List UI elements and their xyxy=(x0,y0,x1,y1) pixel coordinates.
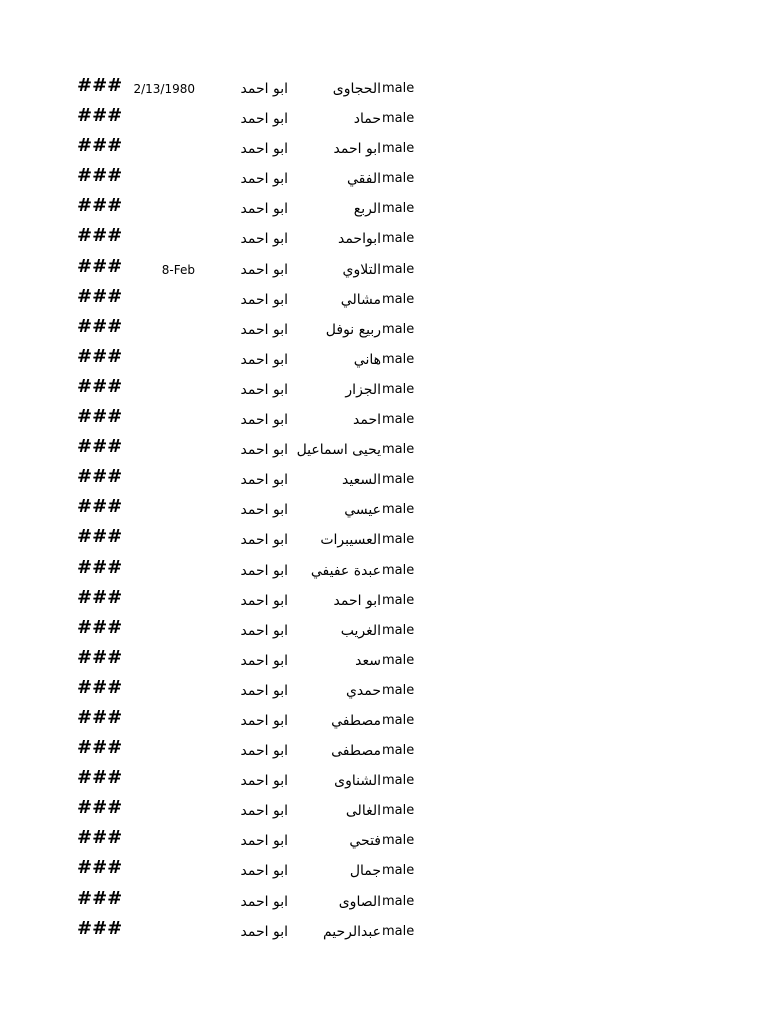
nickname-cell: ابو احمد xyxy=(240,141,288,158)
gender-cell: male xyxy=(382,863,415,879)
overflow-cell: ### xyxy=(77,917,123,939)
nickname-cell: ابو احمد xyxy=(240,442,288,459)
table-row xyxy=(0,856,768,886)
nickname-cell: ابو احمد xyxy=(240,712,288,729)
surname-cell: عبدالرحيم xyxy=(322,923,381,940)
surname-cell: الربع xyxy=(353,201,381,218)
gender-cell: male xyxy=(382,81,415,96)
surname-cell: الجزار xyxy=(345,381,381,398)
gender-cell: male xyxy=(382,141,415,157)
overflow-cell: ### xyxy=(77,406,123,428)
date-cell: 8-Feb xyxy=(161,262,195,277)
table-row xyxy=(0,887,768,917)
gender-cell: male xyxy=(382,682,415,698)
overflow-cell: ### xyxy=(77,135,123,157)
surname-cell: حمدي xyxy=(345,682,381,699)
gender-cell: male xyxy=(382,893,415,909)
nickname-cell: ابو احمد xyxy=(240,412,288,429)
gender-cell: male xyxy=(382,201,415,217)
gender-cell: male xyxy=(382,532,415,548)
table-row xyxy=(0,224,768,254)
table-row xyxy=(0,525,768,555)
overflow-cell: ### xyxy=(77,827,123,849)
surname-cell: عيسي xyxy=(344,502,381,519)
nickname-cell: ابو احمد xyxy=(240,321,288,338)
overflow-cell: ### xyxy=(77,737,123,759)
gender-cell: male xyxy=(382,111,415,127)
overflow-cell: ### xyxy=(77,556,123,578)
nickname-cell: ابو احمد xyxy=(240,652,288,669)
spreadsheet-printout xyxy=(0,74,768,947)
table-row xyxy=(0,285,768,315)
table-row xyxy=(0,194,768,224)
overflow-cell: ### xyxy=(77,646,123,668)
gender-cell: male xyxy=(382,231,415,247)
overflow-cell: ### xyxy=(77,345,123,367)
overflow-cell: ### xyxy=(77,165,123,187)
overflow-cell: ### xyxy=(77,857,123,879)
date-cell: 2/13/1980 xyxy=(133,82,195,96)
table-row xyxy=(0,164,768,194)
surname-cell: ابو احمد xyxy=(333,592,381,609)
table-row xyxy=(0,736,768,766)
surname-cell: الغالى xyxy=(345,803,381,820)
overflow-cell: ### xyxy=(77,887,123,909)
nickname-cell: ابو احمد xyxy=(240,381,288,398)
gender-cell: male xyxy=(382,351,415,367)
overflow-cell: ### xyxy=(77,315,123,337)
table-row xyxy=(0,255,768,285)
gender-cell: male xyxy=(382,803,415,819)
surname-cell: الحجاوى xyxy=(332,81,381,97)
table-row xyxy=(0,495,768,525)
surname-cell: مصطفى xyxy=(331,743,381,760)
table-row xyxy=(0,405,768,435)
gender-cell: male xyxy=(382,622,415,638)
gender-cell: male xyxy=(382,773,415,789)
nickname-cell: ابو احمد xyxy=(240,291,288,308)
surname-cell: ابو احمد xyxy=(333,141,381,158)
overflow-cell: ### xyxy=(77,285,123,307)
gender-cell: male xyxy=(382,381,415,397)
gender-cell: male xyxy=(382,472,415,488)
surname-cell: التلاوي xyxy=(342,261,381,278)
gender-cell: male xyxy=(382,171,415,187)
gender-cell: male xyxy=(382,833,415,849)
surname-cell: حماد xyxy=(353,111,381,128)
surname-cell: الصاوى xyxy=(338,893,381,910)
nickname-cell: ابو احمد xyxy=(240,231,288,248)
surname-cell: فتحي xyxy=(349,833,381,850)
table-row xyxy=(0,826,768,856)
table-row xyxy=(0,706,768,736)
overflow-cell: ### xyxy=(77,676,123,698)
table-row xyxy=(0,616,768,646)
gender-cell: male xyxy=(382,412,415,428)
nickname-cell: ابو احمد xyxy=(240,682,288,699)
table-row xyxy=(0,104,768,134)
gender-cell: male xyxy=(382,321,415,337)
table-row xyxy=(0,345,768,375)
nickname-cell: ابو احمد xyxy=(240,773,288,790)
table-row xyxy=(0,646,768,676)
overflow-cell: ### xyxy=(77,255,123,277)
overflow-cell: ### xyxy=(77,225,123,247)
overflow-cell: ### xyxy=(77,105,123,127)
nickname-cell: ابو احمد xyxy=(240,833,288,850)
overflow-cell: ### xyxy=(77,616,123,638)
overflow-cell: ### xyxy=(77,496,123,518)
surname-cell: السعيد xyxy=(342,472,381,489)
table-row xyxy=(0,134,768,164)
table-body xyxy=(0,74,768,947)
nickname-cell: ابو احمد xyxy=(240,201,288,218)
overflow-cell: ### xyxy=(77,526,123,548)
surname-cell: الفقي xyxy=(347,171,381,188)
nickname-cell: ابو احمد xyxy=(240,893,288,910)
gender-cell: male xyxy=(382,261,415,277)
surname-cell: جمال xyxy=(349,863,381,880)
table-row xyxy=(0,556,768,586)
surname-cell: ابواحمد xyxy=(337,231,381,248)
nickname-cell: ابو احمد xyxy=(240,261,288,278)
nickname-cell: ابو احمد xyxy=(240,622,288,639)
nickname-cell: ابو احمد xyxy=(240,502,288,519)
gender-cell: male xyxy=(382,442,415,458)
overflow-cell: ### xyxy=(77,706,123,728)
table-row xyxy=(0,766,768,796)
gender-cell: male xyxy=(382,743,415,759)
nickname-cell: ابو احمد xyxy=(240,562,288,579)
table-row xyxy=(0,917,768,947)
nickname-cell: ابو احمد xyxy=(240,111,288,128)
surname-cell: يحيى اسماعيل xyxy=(296,442,381,459)
nickname-cell: ابو احمد xyxy=(240,472,288,489)
overflow-cell: ### xyxy=(77,195,123,217)
surname-cell: العسيبرات xyxy=(320,532,381,549)
surname-cell: الغريب xyxy=(340,622,381,639)
gender-cell: male xyxy=(382,291,415,307)
nickname-cell: ابو احمد xyxy=(240,923,288,940)
nickname-cell: ابو احمد xyxy=(240,803,288,820)
nickname-cell: ابو احمد xyxy=(240,532,288,549)
nickname-cell: ابو احمد xyxy=(240,863,288,880)
overflow-cell: ### xyxy=(77,375,123,397)
table-row xyxy=(0,435,768,465)
table-row xyxy=(0,315,768,345)
surname-cell: احمد xyxy=(353,412,381,429)
overflow-cell: ### xyxy=(77,797,123,819)
surname-cell: هاني xyxy=(353,351,381,368)
gender-cell: male xyxy=(382,562,415,578)
overflow-cell: ### xyxy=(77,436,123,458)
gender-cell: male xyxy=(382,652,415,668)
nickname-cell: ابو احمد xyxy=(240,81,288,97)
table-row xyxy=(0,375,768,405)
surname-cell: ربيع نوفل xyxy=(325,321,381,338)
nickname-cell: ابو احمد xyxy=(240,171,288,188)
overflow-cell: ### xyxy=(77,586,123,608)
gender-cell: male xyxy=(382,502,415,518)
overflow-cell: ### xyxy=(77,767,123,789)
table-row xyxy=(0,586,768,616)
table-row xyxy=(0,676,768,706)
gender-cell: male xyxy=(382,923,415,939)
overflow-cell: ### xyxy=(77,466,123,488)
nickname-cell: ابو احمد xyxy=(240,351,288,368)
surname-cell: مصطفي xyxy=(331,712,381,729)
nickname-cell: ابو احمد xyxy=(240,743,288,760)
surname-cell: سعد xyxy=(355,652,381,669)
gender-cell: male xyxy=(382,712,415,728)
table-row xyxy=(0,465,768,495)
overflow-cell: ### xyxy=(77,75,123,96)
nickname-cell: ابو احمد xyxy=(240,592,288,609)
gender-cell: male xyxy=(382,592,415,608)
table-row xyxy=(0,74,768,104)
surname-cell: الشناوى xyxy=(334,773,381,790)
surname-cell: عبدة عفيفي xyxy=(310,562,381,579)
surname-cell: مشالي xyxy=(340,291,381,308)
table-row xyxy=(0,796,768,826)
